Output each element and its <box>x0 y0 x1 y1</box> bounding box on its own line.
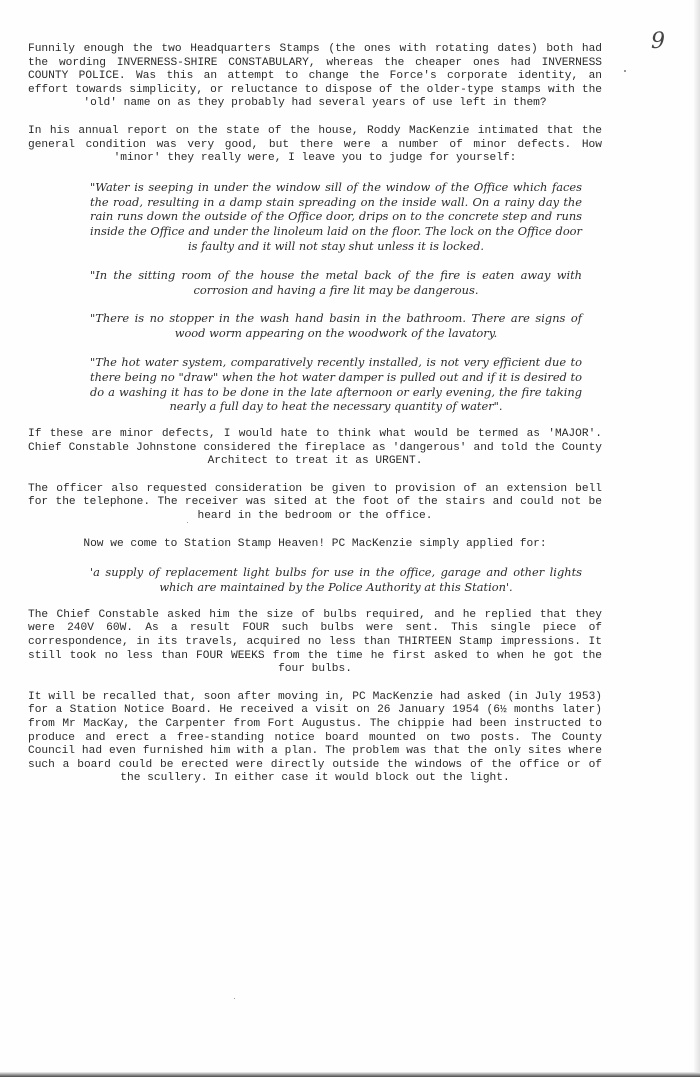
quote-hot-water-system: "The hot water system, comparatively recently installed, is not very efficient due to there being no "draw" when the hot water damper is pulled out and if it is desired to do a washing it has to be done in the late afternoon or early evening, the fire taking nearly a full day to heat the necessary quantity of water". <box>90 354 582 414</box>
page-bottom-edge <box>0 1072 700 1077</box>
page-right-edge <box>694 0 700 1077</box>
quote-bathroom-stopper: "There is no stopper in the wash hand basin in the bathroom. There are signs of wood worm appearing on the woodwork of the lavatory. <box>90 311 582 341</box>
paragraph-stamp-heaven: Now we come to Station Stamp Heaven! PC MacKenzie simply applied for: <box>83 537 547 550</box>
scan-speck <box>234 998 235 999</box>
scan-speck <box>624 70 626 72</box>
paragraph-extension-bell: The officer also requested consideration be given to provision of an extension bell for the telephone. The receiver was sited at the foot of the stairs and could not be heard in the bedroom or the office. <box>28 482 602 523</box>
document-body <box>28 43 602 800</box>
paragraph-notice-board: It will be recalled that, soon after moving in, PC MacKenzie had asked (in July 1953) for a Station Notice Board. He received a visit on 26 January 1954 (6½ months later) from Mr MacKay, the Carpenter from Fort Augustus. The chippie had been instructed to produce and erect a free-standing notice board mounted on two posts. The County Council had even furnished him with a plan. The problem was that the only sites where such a board could be erected were directly outside the windows of the office or of the scullery. In either case it would block out the light. <box>28 690 602 785</box>
paragraph-bulb-correspondence: The Chief Constable asked him the size of bulbs required, and he replied that they were 240V 60W. As a result FOUR such bulbs were sent. This single piece of correspondence, in its travels, acquired no less than THIRTEEN Stamp impressions. It still took no less than FOUR WEEKS from the time he first asked to when he got the four bulbs. <box>28 608 602 676</box>
quote-office-water: "Water is seeping in under the window sill of the window of the Office which faces the road, resulting in a damp stain spreading on the inside wall. On a rainy day the rain runs down the outside of the Office door, drips on to the concrete step and runs inside the Office and under the linoleum laid on the floor. The lock on the Office door is faulty and it will not stay shut unless it is locked. <box>90 179 582 253</box>
page-number: 9 <box>651 29 665 54</box>
paragraph-major-defects: If these are minor defects, I would hate to think what would be termed as 'MAJOR'. Chief Constable Johnstone considered the fireplace as 'dangerous' and told the County Architect to treat it as URGENT. <box>28 428 602 468</box>
paragraph-annual-report: In his annual report on the state of the house, Roddy MacKenzie intimated that the general condition was very good, but there were a number of minor defects. How 'minor' they really were, I leave you to judge for yourself: <box>28 124 602 165</box>
quote-light-bulbs: 'a supply of replacement light bulbs for use in the office, garage and other lights which are maintained by the Police Authority at this Station'. <box>90 565 582 595</box>
quote-sitting-room-fire: "In the sitting room of the house the metal back of the fire is eaten away with corrosion and having a fire lit may be dangerous. <box>90 267 582 297</box>
paragraph-headquarters-stamps: Funnily enough the two Headquarters Stamps (the ones with rotating dates) both had the wording INVERNESS-SHIRE CONSTABULARY, whereas the cheaper ones had INVERNESS COUNTY POLICE. Was this an attempt to change the Force's corporate identity, an effort towards simplicity, or reluctance to dispose of the older-type stamps with the 'old' name on as they probably had several years of use left in them? <box>28 43 602 110</box>
